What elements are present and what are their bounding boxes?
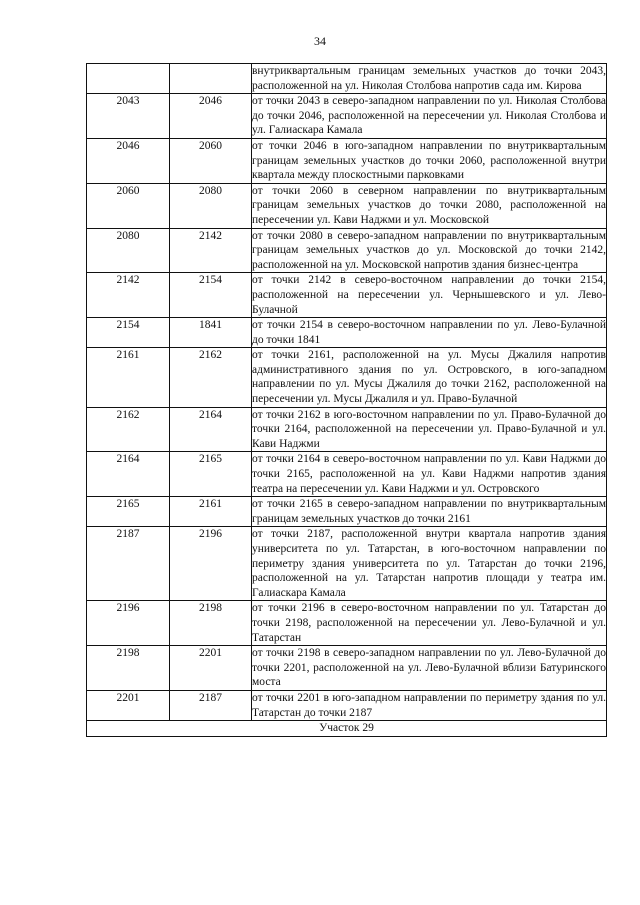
table-row	[87, 646, 607, 691]
from-point-cell: 2187	[87, 527, 170, 601]
description-cell: от точки 2201 в юго-западном направлении по периметру здания по ул. Татарстан до точки 2187	[252, 690, 607, 720]
table-row	[87, 407, 607, 452]
table-row	[87, 690, 607, 720]
to-point-cell	[170, 64, 252, 94]
table-row	[87, 452, 607, 497]
to-point-cell: 2164	[170, 407, 252, 452]
description-cell: от точки 2198 в северо-западном направлении по ул. Лево-Булачной до точки 2201, расположенной на ул. Лево-Булачной вблизи Батуринского моста	[252, 646, 607, 691]
description-cell: от точки 2162 в юго-восточном направлении по ул. Право-Булачной до точки 2164, расположенной на пересечении ул. Право-Булачной и ул. Кави Наджми	[252, 407, 607, 452]
to-point-cell: 2201	[170, 646, 252, 691]
to-point-cell: 2080	[170, 183, 252, 228]
description-cell: от точки 2060 в северном направлении по внутриквартальным границам земельных участков до точки 2080, расположенной на пересечении ул. Кави Наджми и ул. Московской	[252, 183, 607, 228]
table-row	[87, 64, 607, 94]
to-point-cell: 2165	[170, 452, 252, 497]
from-point-cell: 2165	[87, 497, 170, 527]
to-point-cell: 2162	[170, 348, 252, 407]
from-point-cell: 2060	[87, 183, 170, 228]
from-point-cell: 2154	[87, 318, 170, 348]
from-point-cell: 2164	[87, 452, 170, 497]
table-row	[87, 601, 607, 646]
from-point-cell: 2161	[87, 348, 170, 407]
table-row	[87, 273, 607, 318]
description-cell: от точки 2046 в юго-западном направлении по внутриквартальным границам земельных участков до точки 2060, расположенной внутри квартала между плоскостными парковками	[252, 138, 607, 183]
page-number: 34	[314, 34, 326, 48]
description-cell: от точки 2080 в северо-западном направлении по внутриквартальным границам земельных участков до ул. Московской до точки 2142, расположенной на ул. Московской напротив здания бизнес-центра	[252, 228, 607, 273]
to-point-cell: 2187	[170, 690, 252, 720]
to-point-cell: 2196	[170, 527, 252, 601]
to-point-cell: 2142	[170, 228, 252, 273]
table-row	[87, 228, 607, 273]
table-row	[87, 348, 607, 407]
from-point-cell: 2196	[87, 601, 170, 646]
description-cell: от точки 2142 в северо-восточном направлении до точки 2154, расположенной на пересечении ул. Чернышевского и ул. Лево-Булачной	[252, 273, 607, 318]
description-cell: от точки 2187, расположенной внутри квартала напротив здания университета по ул. Татарстан, в юго-восточном направлении по периметру здания университета по ул. Татарстан до точки 2196, расположенной на ул. Татарстан напротив площади у театра им. Галиаскара Камала	[252, 527, 607, 601]
description-cell: от точки 2164 в северо-восточном направлении по ул. Кави Наджми до точки 2165, расположенной на ул. Кави Наджми напротив здания театра на пересечении ул. Кави Наджми и ул. Островского	[252, 452, 607, 497]
from-point-cell	[87, 64, 170, 94]
to-point-cell: 2154	[170, 273, 252, 318]
table-row	[87, 497, 607, 527]
description-cell: от точки 2043 в северо-западном направлении по ул. Николая Столбова до точки 2046, расположенной на пересечении ул. Николая Столбова и ул. Галиаскара Камала	[252, 94, 607, 139]
description-cell: от точки 2196 в северо-восточном направлении по ул. Татарстан до точки 2198, расположенной на пересечении ул. Лево-Булачной и ул. Татарстан	[252, 601, 607, 646]
to-point-cell: 1841	[170, 318, 252, 348]
boundary-table	[86, 63, 607, 737]
to-point-cell: 2161	[170, 497, 252, 527]
description-cell: от точки 2154 в северо-восточном направлении по ул. Лево-Булачной до точки 1841	[252, 318, 607, 348]
from-point-cell: 2080	[87, 228, 170, 273]
from-point-cell: 2162	[87, 407, 170, 452]
section-footer-row	[87, 721, 607, 737]
table-row	[87, 527, 607, 601]
section-label: Участок 29	[87, 721, 607, 737]
description-cell: от точки 2165 в северо-западном направлении по внутриквартальным границам земельных участков до точки 2161	[252, 497, 607, 527]
to-point-cell: 2198	[170, 601, 252, 646]
table-row	[87, 318, 607, 348]
table-row	[87, 138, 607, 183]
from-point-cell: 2043	[87, 94, 170, 139]
table-row	[87, 183, 607, 228]
description-cell: внутриквартальным границам земельных участков до точки 2043, расположенной на ул. Николая Столбова напротив сада им. Кирова	[252, 64, 607, 94]
to-point-cell: 2060	[170, 138, 252, 183]
description-cell: от точки 2161, расположенной на ул. Мусы Джалиля напротив административного здания по ул. Островского, в юго-западном направлении по ул. Мусы Джалиля до точки 2162, расположенной на пересечении ул. Мусы Джалиля и ул. Право-Булачной	[252, 348, 607, 407]
from-point-cell: 2201	[87, 690, 170, 720]
from-point-cell: 2142	[87, 273, 170, 318]
to-point-cell: 2046	[170, 94, 252, 139]
from-point-cell: 2046	[87, 138, 170, 183]
from-point-cell: 2198	[87, 646, 170, 691]
table-row	[87, 94, 607, 139]
